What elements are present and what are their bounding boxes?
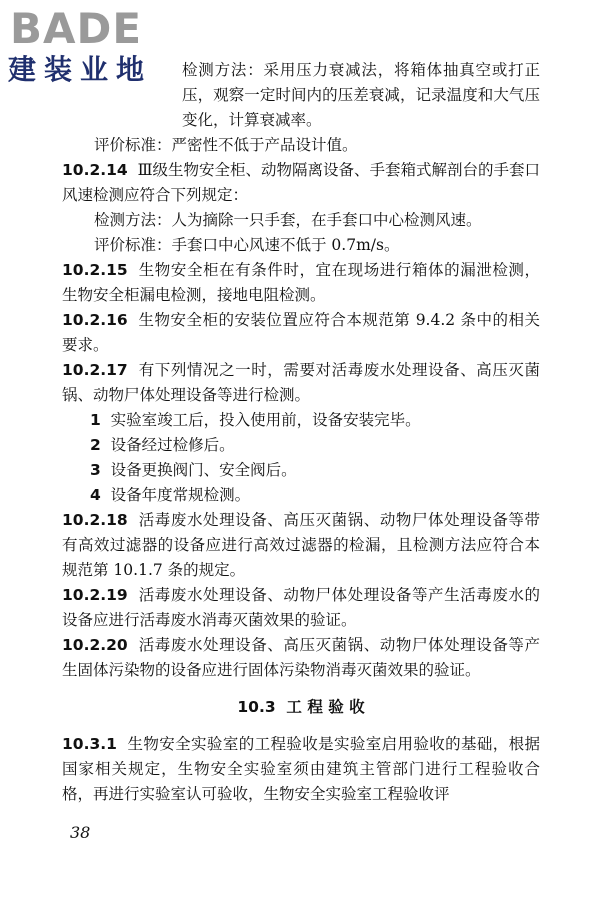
clause-number: 10.2.15	[62, 261, 128, 279]
list-item-number: 4	[90, 486, 101, 504]
clause-10-2-14-method: 检测方法：人为摘除一只手套，在手套口中心检测风速。	[94, 211, 482, 229]
clause-text: 生物安全柜在有条件时，宜在现场进行箱体的漏泄检测，生物安全柜漏电检测，接地电阻检测。	[62, 261, 540, 304]
list-item	[62, 483, 540, 508]
clause-text: 活毒废水处理设备、高压灭菌锅、动物尸体处理设备等带有高效过滤器的设备应进行高效过滤器的检漏，且检测方法应符合本规范第 10.1.7 条的规定。	[62, 511, 540, 579]
clause-number: 10.2.14	[62, 161, 128, 179]
clause-text: 生物安全柜的安装位置应符合本规范第 9.4.2 条中的相关要求。	[62, 311, 540, 354]
list-item	[62, 458, 540, 483]
clause-10-2-19	[62, 583, 540, 633]
list-item-number: 3	[90, 461, 101, 479]
section-number: 10.3	[237, 698, 276, 716]
section-title: 工 程 验 收	[286, 698, 365, 716]
clause-10-2-15	[62, 258, 540, 308]
clause-text: 活毒废水处理设备、高压灭菌锅、动物尸体处理设备等产生固体污染物的设备应进行固体污染物消毒灭菌效果的验证。	[62, 636, 540, 679]
clause-number: 10.2.19	[62, 586, 128, 604]
logo-brand: BADE	[10, 4, 143, 53]
clause-10-2-16	[62, 308, 540, 358]
clause-text: 生物安全实验室的工程验收是实验室启用验收的基础，根据国家相关规定，生物安全实验室须由建筑主管部门进行工程验收合格，再进行实验室认可验收，生物安全实验室工程验收评	[62, 735, 540, 803]
list-item	[62, 408, 540, 433]
list-item-text: 设备年度常规检测。	[110, 486, 251, 504]
clause-10-2-18	[62, 508, 540, 583]
eval-paragraph: 评价标准：严密性不低于产品设计值。	[94, 136, 358, 154]
clause-text: 有下列情况之一时，需要对活毒废水处理设备、高压灭菌锅、动物尸体处理设备等进行检测。	[62, 361, 540, 404]
clause-10-2-20	[62, 633, 540, 683]
method-paragraph: 检测方法：采用压力衰减法，将箱体抽真空或打正压，观察一定时间内的压差衰减，记录温度和大气压变化，计算衰减率。	[182, 61, 540, 129]
page-body	[62, 58, 540, 807]
clause-10-2-17	[62, 358, 540, 408]
list-item-number: 2	[90, 436, 101, 454]
list-item-text: 设备更换阀门、安全阀后。	[110, 461, 297, 479]
logo-chinese: 建装业地	[8, 53, 153, 86]
clause-10-2-14-eval: 评价标准：手套口中心风速不低于 0.7m/s。	[94, 236, 400, 254]
clause-text: 活毒废水处理设备、动物尸体处理设备等产生活毒废水的设备应进行活毒废水消毒灭菌效果的验证。	[62, 586, 540, 629]
clause-10-2-14	[62, 158, 540, 208]
clause-number: 10.2.20	[62, 636, 128, 654]
list-item-number: 1	[90, 411, 101, 429]
clause-number: 10.2.17	[62, 361, 128, 379]
clause-10-3-1	[62, 732, 540, 807]
page-number: 38	[70, 823, 91, 842]
clause-text: Ⅲ级生物安全柜、动物隔离设备、手套箱式解剖台的手套口风速检测应符合下列规定：	[62, 161, 541, 204]
section-heading	[62, 695, 540, 720]
list-item	[62, 433, 540, 458]
clause-number: 10.3.1	[62, 735, 117, 753]
clause-number: 10.2.16	[62, 311, 128, 329]
publisher-logo	[8, 6, 178, 88]
list-item-text: 设备经过检修后。	[110, 436, 235, 454]
list-item-text: 实验室竣工后，投入使用前，设备安装完毕。	[110, 411, 421, 429]
clause-number: 10.2.18	[62, 511, 128, 529]
